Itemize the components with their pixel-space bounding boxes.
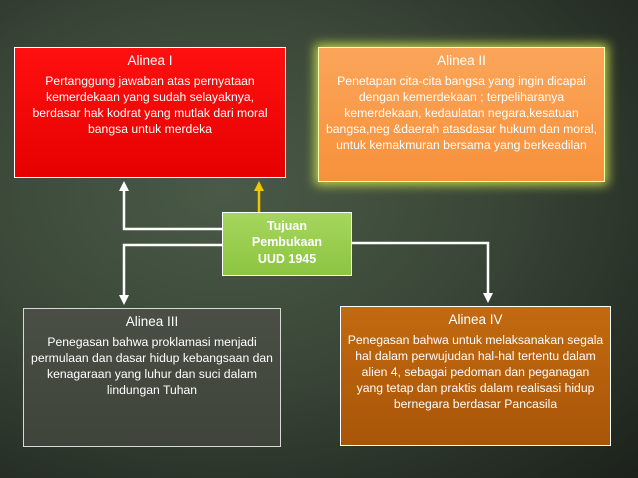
alinea2-text: Penetapan cita-cita bangsa yang ingin dicapai dengan kemerdekaan ; terpeliharanya kemerdekaan, kedaulatan negara,kesatuan bangsa,neg &daerah atasdasar hukum dan moral, untuk kemakmuran bersama yang berkeadilan [325, 73, 597, 153]
center-box [222, 212, 352, 276]
alinea3-box [23, 308, 281, 447]
arrow-to-alinea1 [124, 186, 222, 229]
alinea1-title: Alinea I [127, 53, 173, 68]
arrow-to-alinea3 [124, 245, 222, 300]
center-line3: UUD 1945 [257, 251, 317, 266]
alinea2-title: Alinea II [437, 53, 486, 68]
arrow-to-alinea4 [352, 243, 488, 298]
alinea1-box [14, 47, 286, 178]
center-line1: Tujuan [266, 219, 308, 233]
alinea4-box [340, 306, 611, 446]
alinea1-text: Pertanggung jawaban atas pernyataan kemerdekaan yang sudah selayaknya, berdasar hak kodrat yang mutlak dari moral bangsa untuk merdeka [32, 73, 268, 137]
alinea3-text: Penegasan bahwa proklamasi menjadi permulaan dan dasar hidup kebangsaan dan kenagaraan yang luhur dan suci dalam lindungan Tuhan [31, 334, 273, 398]
center-line2: Pembukaan [251, 235, 323, 250]
alinea3-title: Alinea III [125, 314, 179, 329]
alinea2-box [318, 47, 605, 182]
alinea4-title: Alinea IV [448, 312, 503, 327]
alinea4-text: Penegasan bahwa untuk melaksanakan segala hal dalam perwujudan hal-hal tertentu dalam alien 4, sebagai pedoman dan peganagan yang tetap dan praktis dalam realisasi hidup bernegara berdasar Pancasila [347, 332, 604, 412]
